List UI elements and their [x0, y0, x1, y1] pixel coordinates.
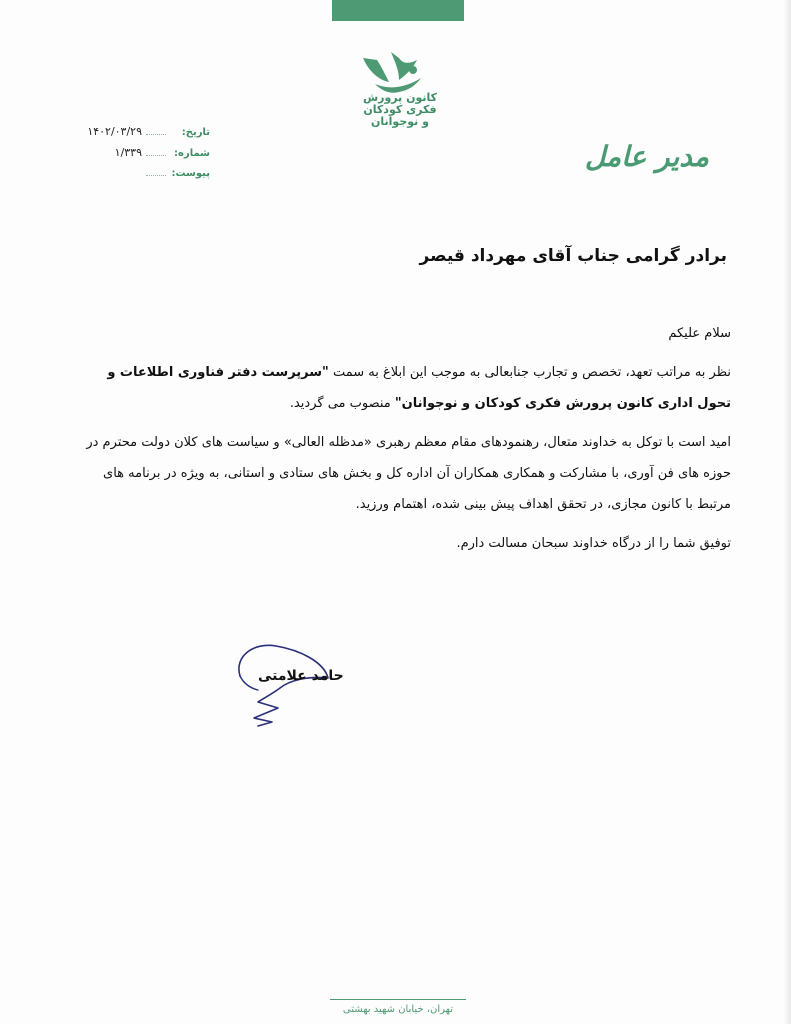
number-dots: [146, 147, 166, 156]
number-label: شماره:: [174, 148, 210, 159]
appointment-outro: منصوب می گردید.: [289, 396, 391, 411]
organization-name: کانون پرورش فکری کودکان و نوجوانان: [362, 91, 438, 128]
header-green-bar: [332, 0, 464, 21]
date-label: تاریخ:: [181, 127, 210, 138]
signer-name: حامد علامتی: [258, 668, 344, 684]
recipient-line: برادر گرامی جناب آقای مهرداد قیصر: [419, 246, 727, 266]
greeting: سلام علیکم: [668, 326, 731, 341]
appointment-position: "سرپرست دفتر فناوری اطلاعات و تحول اداری کانون پرورش فکری کودکان و نوجوانان": [107, 365, 731, 411]
appointment-intro: نظر به مراتب تعهد، تخصص و تجارب جنابعالی به موجب این ابلاغ به سمت: [332, 365, 731, 380]
attachment-label: پیوست:: [171, 168, 210, 179]
letter-meta: [60, 125, 210, 188]
attachment-dots: [146, 167, 166, 176]
number-value: ۱/۳۳۹: [114, 146, 142, 159]
date-value: ۱۴۰۲/۰۳/۲۹: [87, 125, 142, 138]
page-edge-shadow: [783, 0, 791, 1024]
position-title: مدیر عامل: [584, 140, 709, 173]
closing-line: توفیق شما را از درگاه خداوند سبحان مسالت دارم.: [456, 536, 731, 551]
attachment-row: [60, 167, 210, 188]
paragraph-appointment: [71, 357, 731, 419]
date-dots: [146, 126, 166, 135]
letter-body: [71, 318, 731, 567]
footer-address: تهران، خیابان شهید بهشتی: [342, 1004, 454, 1015]
footer-divider: [330, 999, 466, 1000]
date-row: [60, 125, 210, 146]
number-row: [60, 146, 210, 167]
paragraph-hope: امید است با توکل به خداوند متعال، رهنمودهای مقام معظم رهبری «مدظله العالی» و سیاست های کلان دولت محترم در حوزه های فن آوری، با مشارکت و همکاری همکاران آن اداره کل و بخش های ستادی و استانی، به ویژه در برنامه های مرتبط با کانون مجازی، در تحقق اهداف پیش بینی شده، اهتمام ورزید.: [86, 435, 731, 512]
